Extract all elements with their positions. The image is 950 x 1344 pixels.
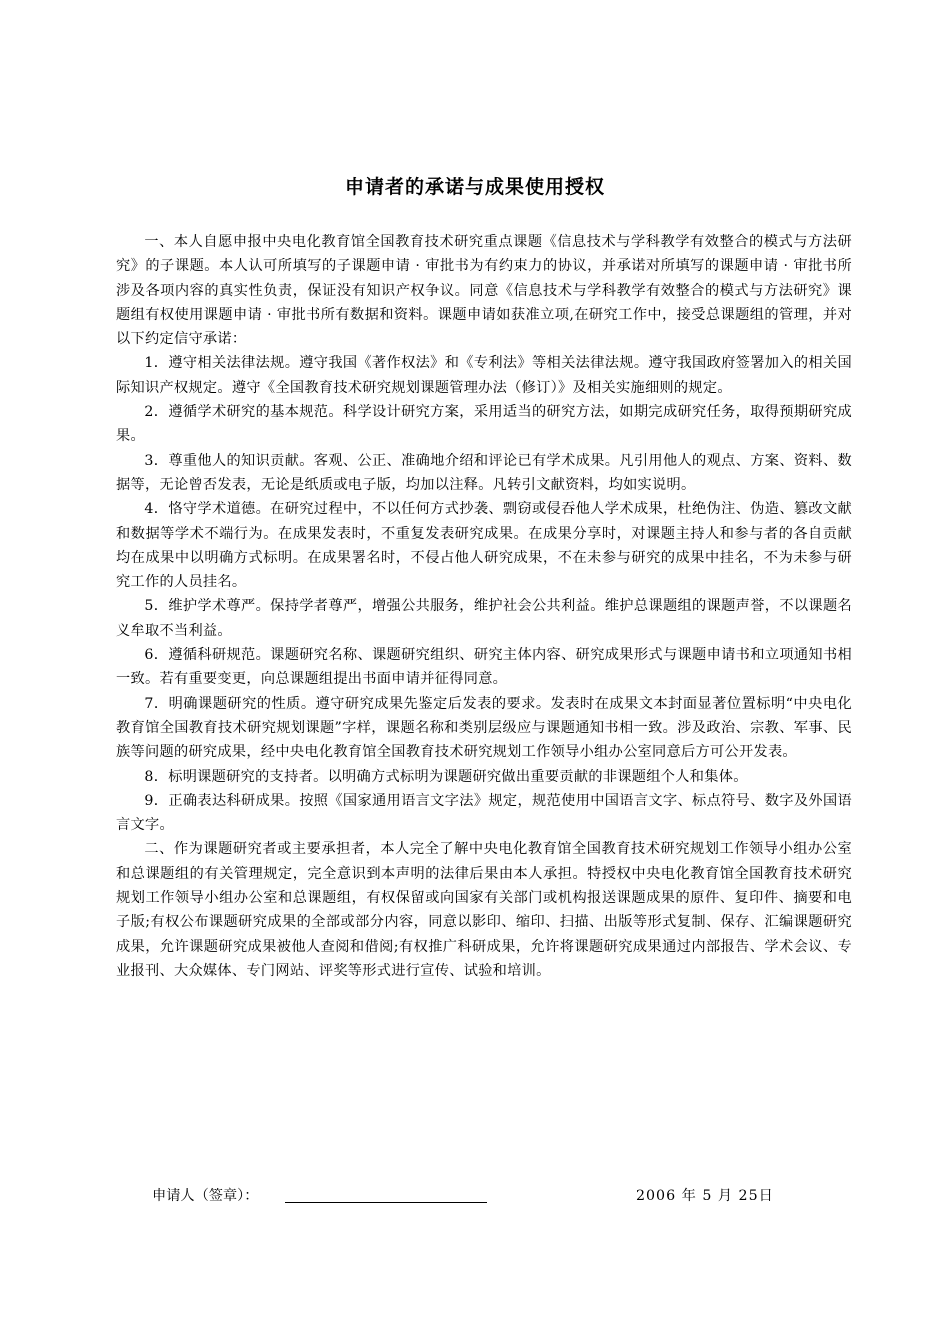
signature-date: 2006 年 5 月 25日 (636, 1188, 774, 1204)
signature-label: 申请人（签章）： (152, 1188, 259, 1204)
paragraph-item-5: 5．维护学术尊严。保持学者尊严，增强公共服务，维护社会公共利益。维护总课题组的课题声誉，不以课题名义牟取不当利益。 (116, 598, 852, 639)
paragraph-authorization: 二、作为课题研究者或主要承担者，本人完全了解中央电化教育馆全国教育技术研究规划工作领导小组办公室和总课题组的有关管理规定，完全意识到本声明的法律后果由本人承担。特授权中央电化教育馆全国教育技术研究规划工作领导小组办公室和总课题组，有权保留或向国家有关部门或机构报送课题成果的原件、复印件、摘要和电子版;有权公布课题研究成果的全部或部分内容，同意以影印、缩印、扫描、出版等形式复制、保存、汇编课题研究成果，允许课题研究成果被他人查阅和借阅;有权推广科研成果，允许将课题研究成果通过内部报告、学术会议、专业报刊、大众媒体、专门网站、评奖等形式进行宣传、试验和培训。 (116, 841, 852, 979)
signature-line (285, 1202, 487, 1203)
paragraph-item-9: 9．正确表达科研成果。按照《国家通用语言文字法》规定，规范使用中国语言文字、标点符号、数字及外国语言文字。 (116, 792, 852, 834)
signature-row (152, 1185, 852, 1213)
paragraph-item-7: 7．明确课题研究的性质。遵守研究成果先鉴定后发表的要求。发表时在成果文本封面显著位置标明“中央电化教育馆全国教育技术研究规划课题”字样，课题名称和类别层级应与课题通知书相一致。涉及政治、宗教、军事、民族等问题的研究成果，经中央电化教育馆全国教育技术研究规划工作领导小组办公室同意后方可公开发表。 (116, 695, 852, 761)
paragraph-item-6: 6．遵循科研规范。课题研究名称、课题研究组织、研究主体内容、研究成果形式与课题申请书和立项通知书相一致。若有重要变更，向总课题组提出书面申请并征得同意。 (116, 647, 852, 688)
paragraph-item-1: 1．遵守相关法律法规。遵守我国《著作权法》和《专利法》等相关法律法规。遵守我国政府签署加入的相关国际知识产权规定。遵守《全国教育技术研究规划课题管理办法（修订）》及相关实施细则的规定。 (116, 355, 852, 396)
paragraph-item-3: 3．尊重他人的知识贡献。客观、公正、准确地介绍和评论已有学术成果。凡引用他人的观点、方案、资料、数据等，无论曾否发表，无论是纸质或电子版，均加以注释。凡转引文献资料，均如实说明。 (116, 452, 852, 493)
paragraph-item-2: 2．遵循学术研究的基本规范。科学设计研究方案，采用适当的研究方法，如期完成研究任务，取得预期研究成果。 (116, 404, 852, 445)
paragraph-item-4: 4．恪守学术道德。在研究过程中，不以任何方式抄袭、剽窃或侵吞他人学术成果，杜绝伪注、伪造、篡改文献和数据等学术不端行为。在成果发表时，不重复发表研究成果。在成果分享时，对课题主持人和参与者的各自贡献均在成果中以明确方式标明。在成果署名时，不侵占他人研究成果，不在未参与研究的成果中挂名，不为未参与研究工作的人员挂名。 (116, 501, 852, 591)
paragraph-commitment-intro: 一、本人自愿申报中央电化教育馆全国教育技术研究重点课题《信息技术与学科教学有效整合的模式与方法研究》的子课题。本人认可所填写的子课题申请 · 审批书为有约束力的协议，并承诺对所填写的课题申请 · 审批书所涉及各项内容的真实性负责，保证没有知识产权争议。同意《信息技术与学科教学有效整合的模式与方法研究》课题组有权使用课题申请 · 审批书所有数据和资料。课题申请如获准立项,在研究工作中，接受总课题组的管理，并对以下约定信守承诺： (116, 234, 852, 348)
document-body (116, 230, 852, 983)
paragraph-item-8: 8．标明课题研究的支持者。以明确方式标明为课题研究做出重要贡献的非课题组个人和集体。 (144, 768, 748, 785)
document-title: 申请者的承诺与成果使用授权 (344, 176, 605, 198)
